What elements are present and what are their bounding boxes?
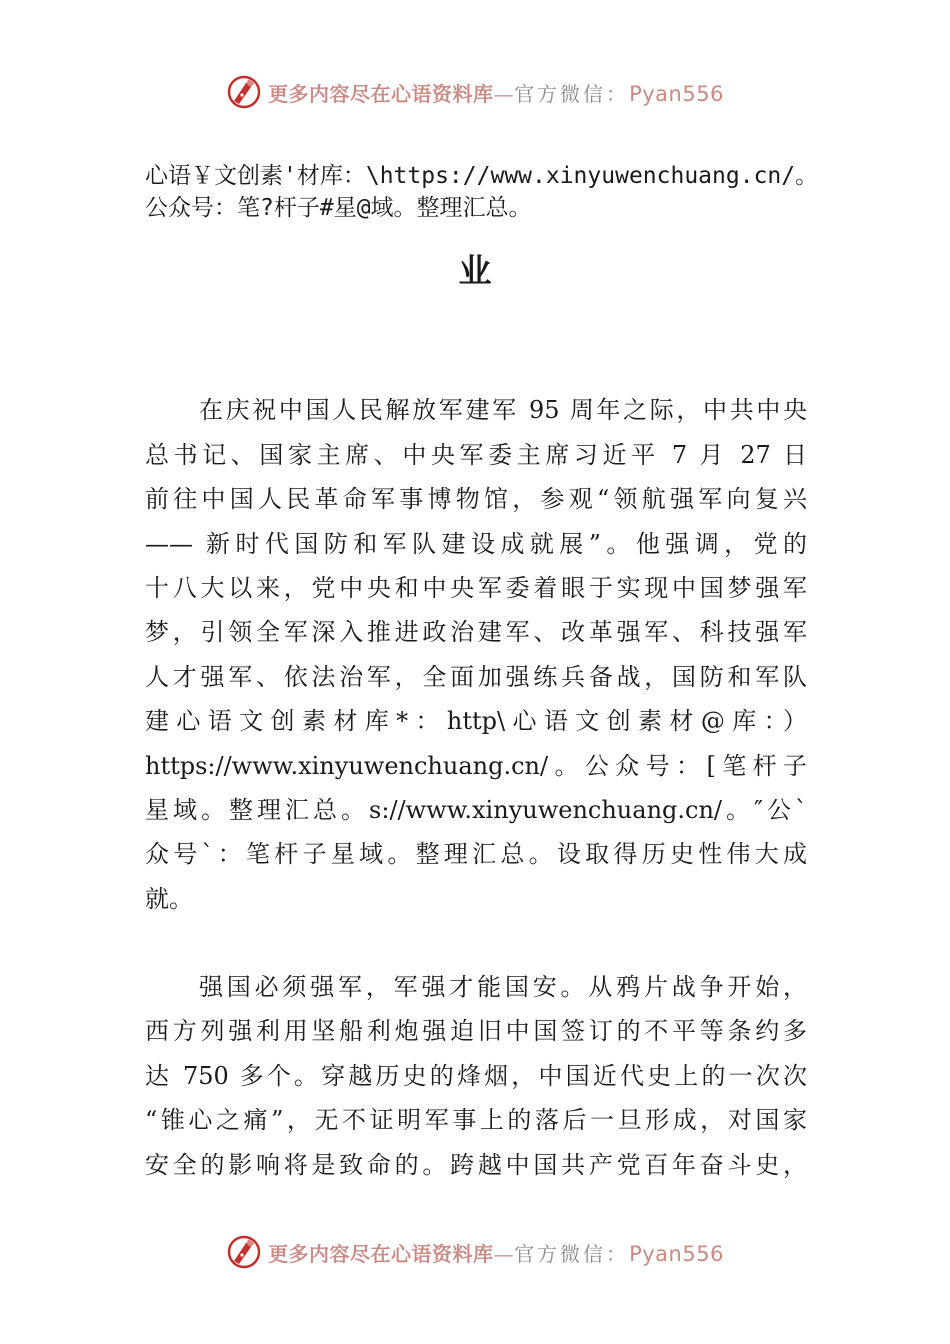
paragraph-line: 就。 xyxy=(145,885,193,913)
banner-main-text: 更多内容尽在心语资料库 xyxy=(268,1241,494,1266)
pen-logo-icon xyxy=(226,1234,262,1270)
source-line-2: 公众号：笔?杆子#星@域。整理汇总。 xyxy=(145,195,532,221)
page-title: 业 xyxy=(458,251,492,290)
header-banner xyxy=(0,72,950,112)
banner-separator: — xyxy=(493,81,515,106)
banner-wechat-id: Pyan556 xyxy=(629,1241,724,1266)
paragraph-line: 梦，引领全军深入推进政治建军、改革强军、科技强军 xyxy=(145,618,807,646)
paragraph-line: 在庆祝中国人民解放军建军 95 周年之际，中共中央 xyxy=(199,396,807,424)
banner-wechat-label: 官方微信： xyxy=(514,81,630,106)
banner-text xyxy=(268,78,724,107)
paragraph-line: 星域。整理汇总。s://www.xinyuwenchuang.cn/。″公` xyxy=(145,796,807,824)
paragraph-line: 总书记、国家主席、中央军委主席习近平 7 月 27 日 xyxy=(145,441,807,469)
banner-separator: — xyxy=(493,1241,515,1266)
paragraph-line: 十八大以来，党中央和中央军委着眼于实现中国梦强军 xyxy=(145,574,807,602)
pen-logo-icon xyxy=(226,74,262,110)
paragraph-line: 人才强军、依法治军，全面加强练兵备战，国防和军队 xyxy=(145,663,807,691)
banner-wechat-label: 官方微信： xyxy=(514,1241,630,1266)
paragraph-line: 众号`：笔杆子星域。整理汇总。设取得历史性伟大成 xyxy=(145,840,807,868)
paragraph-line: 安全的影响将是致命的。跨越中国共产党百年奋斗史， xyxy=(145,1151,807,1179)
banner-wechat-id: Pyan556 xyxy=(629,81,724,106)
paragraph-line: https://www.xinyuwenchuang.cn/。公众号：[笔杆子 xyxy=(145,752,807,780)
paragraph-line: 建心语文创素材库*：http\心语文创素材@库：） xyxy=(145,707,807,735)
banner-main-text: 更多内容尽在心语资料库 xyxy=(268,81,494,106)
paragraph-line: 西方列强利用坚船利炮强迫旧中国签订的不平等条约多 xyxy=(145,1017,807,1045)
paragraph-line: “锥心之痛”，无不证明军事上的落后一旦形成，对国家 xyxy=(145,1106,807,1134)
source-line-1: 心语￥文创素'材库：\https://www.xinyuwenchuang.cn/。 xyxy=(145,163,819,189)
paragraph-line: 强国必须强军，军强才能国安。从鸦片战争开始， xyxy=(199,973,807,1001)
paragraph-line: 达 750 多个。穿越历史的烽烟，中国近代史上的一次次 xyxy=(145,1062,807,1090)
banner-text xyxy=(268,1238,724,1267)
footer-banner xyxy=(0,1232,950,1272)
paragraph-line: —— 新时代国防和军队建设成就展”。他强调，党的 xyxy=(145,530,807,558)
paragraph-line: 前往中国人民革命军事博物馆，参观“领航强军向复兴 xyxy=(145,485,807,513)
